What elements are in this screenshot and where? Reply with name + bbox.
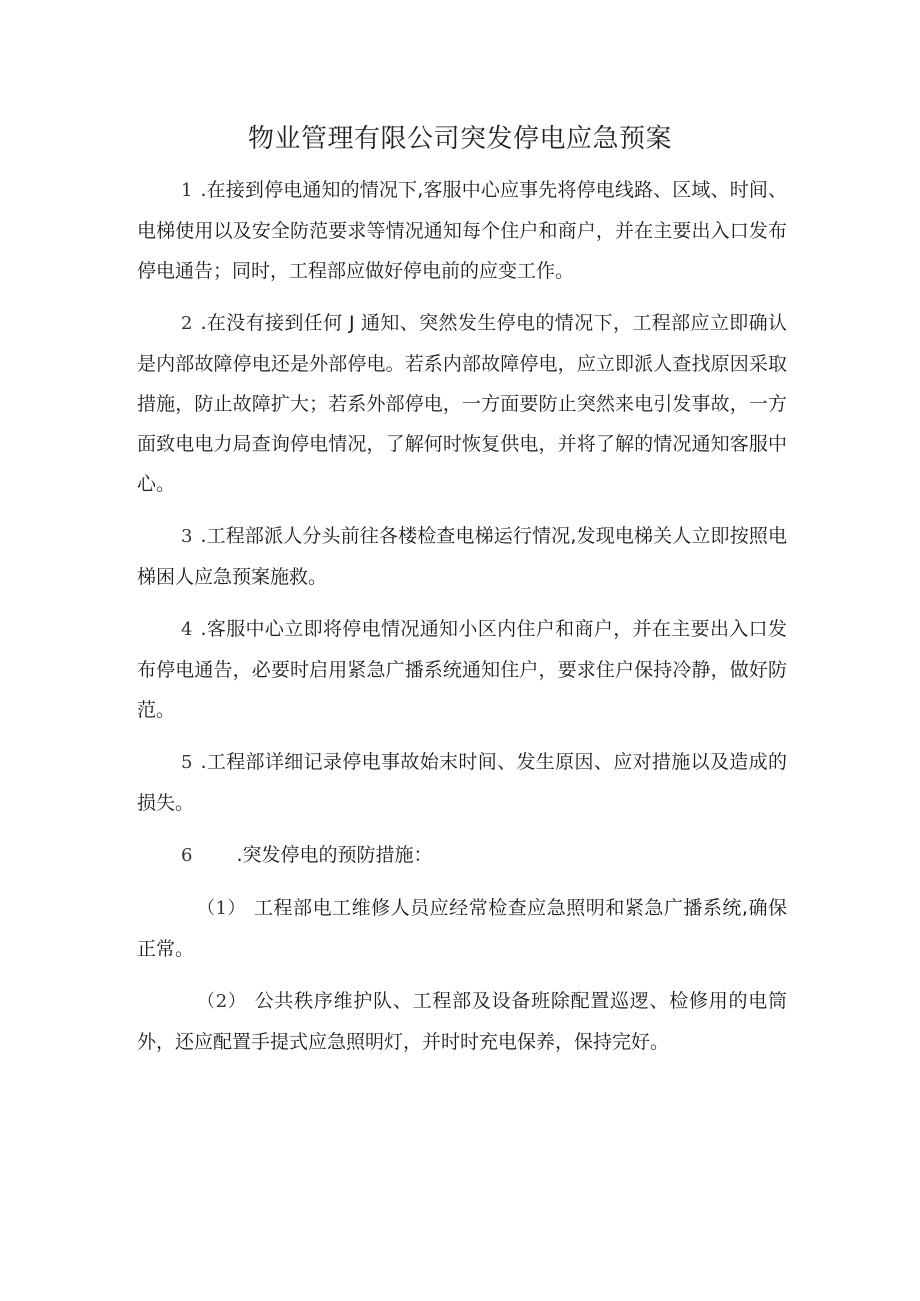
- sub-item-text: 工程部电工维修人员应经常检查应急照明和紧急广播系统,确保正常。: [137, 897, 788, 960]
- paragraph-number: 4: [181, 619, 193, 640]
- paragraph-4: [137, 609, 787, 730]
- paragraph-text: .工程部派人分头前往各楼检查电梯运行情况,发现电梯关人立即按照电梯困人应急预案施救。: [137, 525, 787, 588]
- paragraph-number: 2: [181, 313, 193, 334]
- paragraph-6: [137, 835, 787, 876]
- paragraph-number: 1: [181, 180, 193, 201]
- document-title: 物业管理有限公司突发停电应急预案: [247, 124, 672, 154]
- paragraph-text: .突发停电的预防措施：: [236, 844, 433, 866]
- paragraph-2: [137, 303, 787, 504]
- paragraph-number: 5: [181, 752, 193, 773]
- sub-item-text: 公共秩序维护队、工程部及设备班除配置巡逻、检修用的电筒外，还应配置手提式应急照明灯，并时时充电保养，保持完好。: [137, 990, 787, 1053]
- sub-item-number: （2）: [197, 991, 247, 1012]
- paragraph-text: .在没有接到任何 J 通知、突然发生停电的情况下，工程部应立即确认是内部故障停电还是外部停电。若系内部故障停电，应立即派人查找原因采取措施，防止故障扩大；若系外部停电，一方面要防止突然来电引发事故，一方面致电电力局查询停电情况，了解何时恢复供电，并将了解的情况通知客服中心。: [137, 312, 787, 495]
- paragraph-number: 6: [181, 845, 193, 866]
- document-body: [137, 170, 787, 1074]
- paragraph-1: [137, 170, 787, 291]
- paragraph-text: .在接到停电通知的情况下,客服中心应事先将停电线路、区域、时间、电梯使用以及安全防范要求等情况通知每个住户和商户，并在主要出入口发布停电通告；同时，工程部应做好停电前的应变工作。: [137, 179, 787, 282]
- sub-item-2: [137, 981, 787, 1062]
- paragraph-text: .工程部详细记录停电事故始末时间、发生原因、应对措施以及造成的损失。: [137, 751, 787, 814]
- paragraph-text: .客服中心立即将停电情况通知小区内住户和商户，并在主要出入口发布停电通告，必要时启用紧急广播系统通知住户，要求住户保持冷静，做好防范。: [137, 618, 787, 721]
- paragraph-3: [137, 516, 787, 597]
- paragraph-5: [137, 742, 787, 823]
- sub-item-number: （1）: [197, 898, 247, 919]
- sub-item-1: [137, 888, 787, 969]
- paragraph-number: 3: [181, 526, 193, 547]
